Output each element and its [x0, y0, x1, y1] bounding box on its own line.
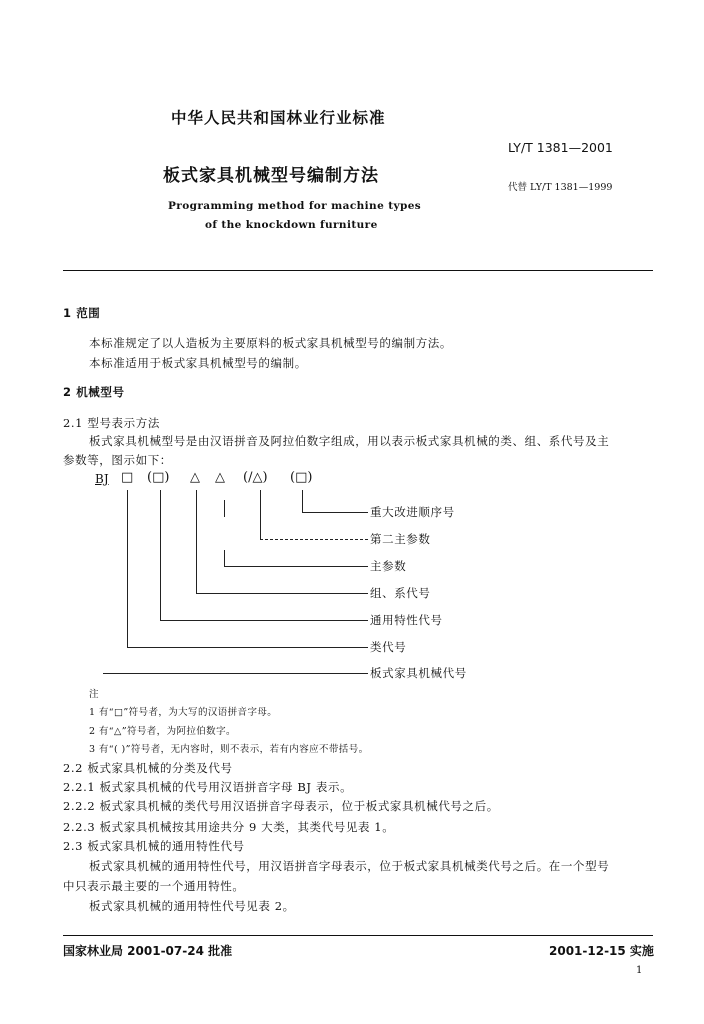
- symbol-category-square: □: [121, 470, 134, 485]
- connector-revision-h: [302, 512, 368, 513]
- footer-rule: [63, 935, 653, 936]
- header-rule: [63, 270, 653, 271]
- label-main-param: 主参数: [370, 559, 407, 573]
- note-2: 2 有“△”符号者，为阿拉伯数字。: [89, 726, 236, 737]
- connector-revision-v: [302, 490, 303, 512]
- approval-info: 国家林业局 2001-07-24 批准: [63, 944, 233, 958]
- section-2-3-paragraph-line-2: 中只表示最主要的一个通用特性。: [63, 879, 245, 893]
- section-2-3-paragraph-2: 板式家具机械的通用特性代号见表 2。: [89, 899, 295, 913]
- section-1-heading: 1 范围: [63, 306, 101, 320]
- connector-feature-v: [160, 490, 161, 620]
- connector-category-h: [127, 647, 368, 648]
- industry-standard-title: 中华人民共和国林业行业标准: [171, 109, 386, 127]
- section-2-heading: 2 机械型号: [63, 385, 125, 399]
- label-group-series-code: 组、系代号: [370, 586, 431, 600]
- symbol-series-triangle: △: [215, 470, 225, 485]
- english-title-line-2: of the knockdown furniture: [205, 219, 378, 231]
- section-2-1-paragraph-line-2: 参数等，图示如下：: [63, 453, 172, 467]
- note-3: 3 有“( )”符号者，无内容时，则不表示，若有内容应不带括号。: [89, 744, 369, 755]
- english-title-line-1: Programming method for machine types: [168, 200, 422, 212]
- connector-machine-code-h: [103, 673, 368, 674]
- section-2-3-heading: 2.3 板式家具机械的通用特性代号: [63, 839, 245, 853]
- section-2-2-2: 2.2.2 板式家具机械的类代号用汉语拼音字母表示，位于板式家具机械代号之后。: [63, 799, 499, 813]
- connector-second-param-h: [260, 539, 368, 541]
- label-machine-code: 板式家具机械代号: [370, 666, 467, 680]
- connector-group-v: [196, 490, 197, 593]
- connector-feature-h: [160, 620, 368, 621]
- effective-date: 2001-12-15 实施: [549, 944, 654, 958]
- page-number: 1: [636, 965, 643, 976]
- section-2-1-paragraph-line-1: 板式家具机械型号是由汉语拼音及阿拉伯数字组成，用以表示板式家具机械的类、组、系代号及主: [89, 434, 610, 448]
- connector-second-param-v: [260, 490, 261, 539]
- symbol-second-param: (/△): [243, 470, 268, 485]
- connector-category-v: [127, 490, 128, 647]
- section-1-paragraph-1: 本标准规定了以人造板为主要原料的板式家具机械型号的编制方法。: [89, 336, 452, 350]
- label-general-feature-code: 通用特性代号: [370, 613, 443, 627]
- label-revision-sequence: 重大改进顺序号: [370, 505, 455, 519]
- note-1: 1 有“□”符号者，为大写的汉语拼音字母。: [89, 707, 278, 718]
- symbol-bj: BJ: [95, 472, 109, 486]
- section-1-paragraph-2: 本标准适用于板式家具机械型号的编制。: [89, 356, 307, 370]
- section-2-2-3: 2.2.3 板式家具机械按其用途共分 9 大类，其类代号见表 1。: [63, 820, 395, 834]
- label-category-code: 类代号: [370, 640, 407, 654]
- connector-main-param-v2: [224, 550, 225, 566]
- symbol-revision-square: (□): [290, 470, 313, 485]
- section-2-1-heading: 2.1 型号表示方法: [63, 416, 160, 430]
- document-title: 板式家具机械型号编制方法: [163, 166, 379, 186]
- label-second-main-param: 第二主参数: [370, 532, 431, 546]
- connector-main-param-h: [224, 566, 368, 567]
- section-2-3-paragraph-line-1: 板式家具机械的通用特性代号，用汉语拼音字母表示，位于板式家具机械类代号之后。在一个型号: [89, 859, 610, 873]
- connector-group-h: [196, 593, 368, 594]
- symbol-group-triangle: △: [190, 470, 200, 485]
- section-2-2-1: 2.2.1 板式家具机械的代号用汉语拼音字母 BJ 表示。: [63, 780, 353, 794]
- connector-main-param-v: [224, 500, 225, 517]
- notes-heading: 注: [89, 689, 99, 700]
- standard-number: LY/T 1381—2001: [508, 140, 613, 155]
- symbol-feature-square: (□): [147, 470, 170, 485]
- section-2-2-heading: 2.2 板式家具机械的分类及代号: [63, 761, 233, 775]
- replaces-standard: 代替 LY/T 1381—1999: [508, 182, 613, 193]
